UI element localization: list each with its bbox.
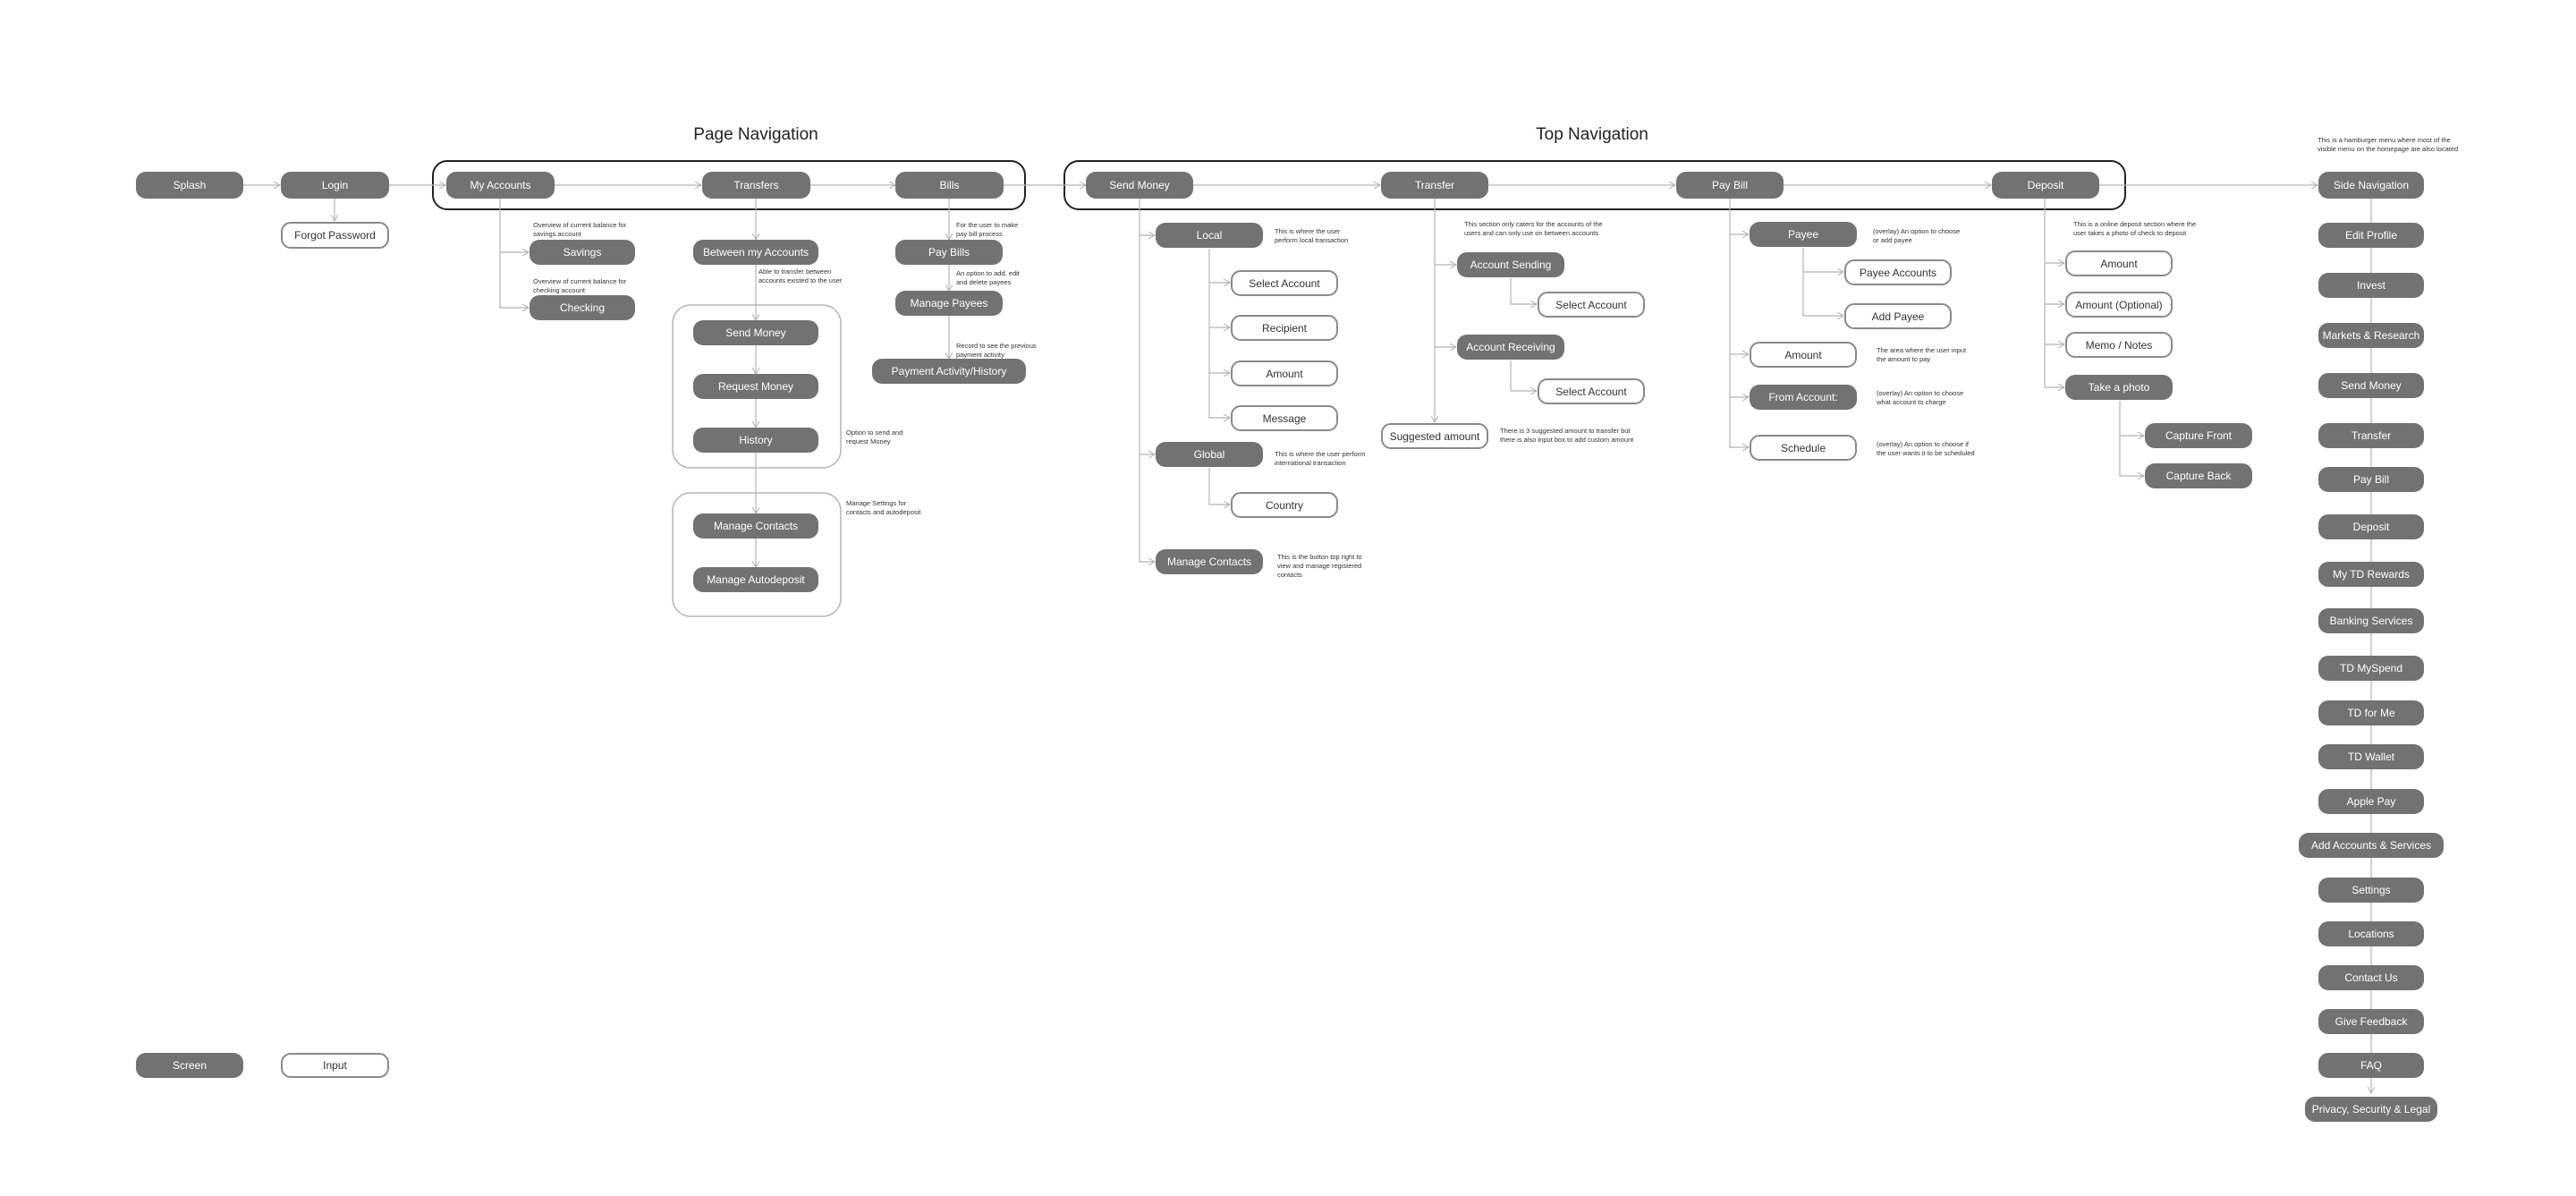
amount-optional-input[interactable]: Amount (Optional) — [2065, 292, 2173, 318]
country-input[interactable]: Country — [1231, 492, 1338, 518]
manage-autodeposit-screen[interactable]: Manage Autodeposit — [693, 567, 818, 592]
local-note: This is where the user perform local transaction — [1275, 227, 1349, 244]
pay-amount-input[interactable]: Amount — [1750, 342, 1857, 368]
account-receiving-screen[interactable]: Account Receiving — [1457, 335, 1564, 360]
legend-input: Input — [281, 1053, 389, 1078]
bills-screen[interactable]: Bills — [895, 172, 1004, 199]
top-send-money-screen[interactable]: Send Money — [1086, 172, 1193, 199]
add-payee-input[interactable]: Add Payee — [1844, 303, 1952, 329]
capture-front-screen[interactable]: Capture Front — [2145, 423, 2252, 448]
checking-note: Overview of current balance for checking account — [533, 277, 627, 294]
transfer-note: This section only caters for the accounts of the users and can only use on between accounts — [1464, 220, 1603, 237]
payee-note: (overlay) An option to choose or add payee — [1873, 227, 1961, 244]
capture-back-screen[interactable]: Capture Back — [2145, 463, 2252, 488]
side-nav-invest[interactable]: Invest — [2318, 273, 2424, 298]
savings-screen[interactable]: Savings — [530, 240, 635, 265]
side-nav-apple-pay[interactable]: Apple Pay — [2318, 789, 2424, 814]
side-nav-pay-bill[interactable]: Pay Bill — [2318, 467, 2424, 492]
top-deposit-screen[interactable]: Deposit — [1992, 172, 2099, 199]
top-pay-bill-screen[interactable]: Pay Bill — [1676, 172, 1784, 199]
side-nav-contact-us[interactable]: Contact Us — [2318, 965, 2424, 990]
between-note: Able to transfer between accounts existed to the user — [758, 267, 843, 284]
side-nav-send-money[interactable]: Send Money — [2318, 373, 2424, 398]
schedule-input[interactable]: Schedule — [1750, 435, 1857, 461]
side-nav-edit-profile[interactable]: Edit Profile — [2318, 223, 2424, 248]
top-navigation-title: Top Navigation — [1536, 125, 1648, 144]
manage-payees-screen[interactable]: Manage Payees — [895, 291, 1003, 316]
account-sending-screen[interactable]: Account Sending — [1457, 252, 1564, 277]
schedule-note: (overlay) An option to choose if the user wants it to be scheduled — [1877, 440, 1975, 457]
history-note: Option to send and request Money — [846, 428, 903, 445]
local-select-account-input[interactable]: Select Account — [1231, 270, 1338, 296]
transfers-screen[interactable]: Transfers — [702, 172, 810, 199]
side-nav-locations[interactable]: Locations — [2318, 921, 2424, 946]
login-screen[interactable]: Login — [281, 172, 389, 199]
message-input[interactable]: Message — [1231, 405, 1338, 431]
savings-note: Overview of current balance for savings account — [533, 221, 627, 238]
global-screen[interactable]: Global — [1156, 442, 1263, 467]
from-account-note: (overlay) An option to choose what account to charge — [1877, 389, 1964, 406]
checking-screen[interactable]: Checking — [530, 295, 635, 320]
pay-bills-note: For the user to make pay bill process — [956, 221, 1019, 238]
side-nav-add-accounts-services[interactable]: Add Accounts & Services — [2299, 833, 2444, 858]
local-amount-input[interactable]: Amount — [1231, 360, 1338, 386]
hamburger-note: This is a hamburger menu where most of the visible menu on the homepage are also located — [2318, 136, 2459, 153]
payee-screen[interactable]: Payee — [1750, 222, 1857, 247]
local-screen[interactable]: Local — [1156, 223, 1263, 248]
top-manage-contacts-screen[interactable]: Manage Contacts — [1156, 549, 1263, 574]
manage-contacts-note: This is the button top right to view and manage registered contacts — [1277, 553, 1362, 579]
side-nav-markets-research[interactable]: Markets & Research — [2318, 323, 2424, 348]
send-money-screen[interactable]: Send Money — [693, 320, 818, 345]
side-nav-transfer[interactable]: Transfer — [2318, 423, 2424, 448]
side-nav-td-for-me[interactable]: TD for Me — [2318, 700, 2424, 725]
splash-screen[interactable]: Splash — [136, 172, 243, 199]
manage-payees-note: An option to add, edit and delete payees — [956, 269, 1020, 286]
suggested-amount-input[interactable]: Suggested amount — [1381, 423, 1488, 449]
side-nav-my-td-rewards[interactable]: My TD Rewards — [2318, 562, 2424, 587]
pay-bills-screen[interactable]: Pay Bills — [895, 240, 1003, 265]
recipient-input[interactable]: Recipient — [1231, 315, 1338, 341]
manage-group-frame — [673, 493, 841, 616]
side-nav-banking-services[interactable]: Banking Services — [2318, 608, 2424, 633]
payment-activity-screen[interactable]: Payment Activity/History — [872, 359, 1026, 384]
side-nav-td-myspend[interactable]: TD MySpend — [2318, 656, 2424, 681]
manage-contacts-screen[interactable]: Manage Contacts — [693, 513, 818, 539]
top-transfer-screen[interactable]: Transfer — [1381, 172, 1488, 199]
page-navigation-title: Page Navigation — [693, 125, 818, 144]
forgot-password-input[interactable]: Forgot Password — [281, 222, 389, 249]
from-account-screen[interactable]: From Account: — [1750, 385, 1857, 410]
manage-settings-note: Manage Settings for contacts and autodeposit — [846, 499, 921, 516]
side-nav-deposit[interactable]: Deposit — [2318, 514, 2424, 539]
my-accounts-screen[interactable]: My Accounts — [446, 172, 555, 199]
side-nav-td-wallet[interactable]: TD Wallet — [2318, 744, 2424, 769]
side-nav-privacy-security-legal[interactable]: Privacy, Security & Legal — [2305, 1097, 2437, 1122]
suggested-amount-note: There is 3 suggested amount to transfer but there is also input box to add custom amount — [1500, 427, 1634, 444]
between-my-accounts-screen[interactable]: Between my Accounts — [693, 240, 818, 265]
request-money-screen[interactable]: Request Money — [693, 374, 818, 399]
take-photo-screen[interactable]: Take a photo — [2065, 375, 2173, 400]
deposit-note: This is a online deposit section where the user takes a photo of check to deposit — [2073, 220, 2197, 237]
receiving-select-account-input[interactable]: Select Account — [1538, 378, 1645, 404]
amount-note: The area where the user input the amount to pay — [1877, 346, 1967, 363]
side-navigation-screen[interactable]: Side Navigation — [2318, 172, 2424, 199]
legend-screen: Screen — [136, 1053, 243, 1078]
deposit-amount-input[interactable]: Amount — [2065, 250, 2173, 276]
side-nav-faq[interactable]: FAQ — [2318, 1053, 2424, 1078]
global-note: This is where the user perform international transaction — [1275, 450, 1366, 467]
payment-activity-note: Record to see the previous payment activity — [956, 342, 1037, 359]
side-nav-settings[interactable]: Settings — [2318, 878, 2424, 903]
side-nav-give-feedback[interactable]: Give Feedback — [2318, 1009, 2424, 1034]
memo-notes-input[interactable]: Memo / Notes — [2065, 332, 2173, 358]
sending-select-account-input[interactable]: Select Account — [1538, 292, 1645, 318]
payee-accounts-input[interactable]: Payee Accounts — [1844, 259, 1952, 285]
history-screen[interactable]: History — [693, 428, 818, 453]
